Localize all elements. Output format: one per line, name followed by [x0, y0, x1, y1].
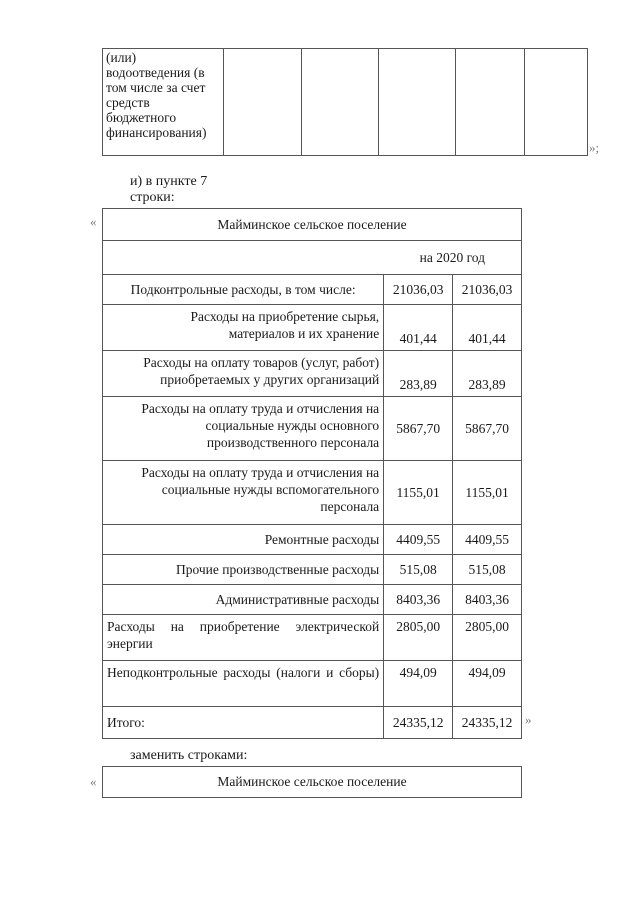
row-value-2: 283,89 [453, 351, 522, 397]
table-row [103, 397, 522, 461]
text-line: бюджетного [106, 110, 177, 125]
text-line: (или) [106, 50, 137, 65]
item-i-line1: и) в пункте 7 [130, 174, 208, 189]
table-row [103, 351, 522, 397]
top-table-text-cell [103, 49, 224, 156]
table-row [103, 461, 522, 525]
total-value-2: 24335,12 [453, 707, 522, 739]
row-label: Прочие производственные расходы [103, 555, 384, 585]
text-line: водоотведения (в [106, 65, 205, 80]
top-table-text [103, 49, 223, 141]
year-label: на 2020 год [384, 241, 522, 275]
row-label: Ремонтные расходы [103, 525, 384, 555]
replacement-table [102, 766, 522, 798]
text-line: том числе за счет [106, 80, 206, 95]
empty-cell [456, 49, 525, 156]
table-row [103, 661, 522, 707]
empty-cell [525, 49, 588, 156]
table-row [103, 275, 522, 305]
table-row [103, 585, 522, 615]
row-label: Расходы на оплату труда и отчисления на социальные нужды основного производственного персонала [103, 397, 384, 461]
empty-cell [103, 241, 384, 275]
row-value-1: 21036,03 [384, 275, 453, 305]
row-value-2: 401,44 [453, 305, 522, 351]
settlement-name: Майминское сельское поселение [103, 209, 522, 241]
header-row-year [103, 241, 522, 275]
row-label: Административные расходы [103, 585, 384, 615]
row-label: Расходы на оплату труда и отчисления на социальные нужды вспомогательного персонала [103, 461, 384, 525]
row-value-1: 515,08 [384, 555, 453, 585]
total-value-1: 24335,12 [384, 707, 453, 739]
row-value-2: 4409,55 [453, 525, 522, 555]
row-label: Расходы на оплату товаров (услуг, работ) приобретаемых у других организаций [103, 351, 384, 397]
row-label: Расходы на приобретение сырья, материалов и их хранение [103, 305, 384, 351]
table-row-total [103, 707, 522, 739]
replace-instruction: заменить строками: [130, 748, 248, 763]
empty-cell [379, 49, 456, 156]
header-row-settlement [103, 209, 522, 241]
empty-cell [224, 49, 302, 156]
row-value-1: 1155,01 [384, 461, 453, 525]
table-row [103, 615, 522, 661]
row-value-1: 2805,00 [384, 615, 453, 661]
row-value-2: 494,09 [453, 661, 522, 707]
row-value-2: 21036,03 [453, 275, 522, 305]
empty-cell [302, 49, 379, 156]
row-value-1: 401,44 [384, 305, 453, 351]
row-value-2: 5867,70 [453, 397, 522, 461]
row-value-2: 515,08 [453, 555, 522, 585]
row-value-1: 494,09 [384, 661, 453, 707]
opening-quote-mark: « [90, 214, 97, 229]
table-row [103, 305, 522, 351]
table-row [103, 555, 522, 585]
row-value-2: 8403,36 [453, 585, 522, 615]
text-line: финансирования) [106, 125, 207, 140]
item-i-line2: строки: [130, 190, 175, 205]
total-label: Итого: [103, 707, 384, 739]
closing-quote-mark: »; [589, 140, 600, 155]
row-value-2: 1155,01 [453, 461, 522, 525]
table-row [103, 525, 522, 555]
row-label: Неподконтрольные расходы (налоги и сборы) [103, 661, 384, 707]
row-value-1: 5867,70 [384, 397, 453, 461]
row-label: Расходы на приобретение электрической энергии [103, 615, 384, 661]
settlement-name: Майминское сельское поселение [103, 767, 522, 798]
text-line: средств [106, 95, 150, 110]
row-value-1: 4409,55 [384, 525, 453, 555]
expenses-table [102, 208, 522, 739]
opening-quote-mark: « [90, 774, 97, 789]
row-value-1: 283,89 [384, 351, 453, 397]
closing-quote-mark: » [525, 712, 532, 727]
row-value-1: 8403,36 [384, 585, 453, 615]
top-partial-table [102, 48, 588, 156]
row-label: Подконтрольные расходы, в том числе: [103, 275, 384, 305]
row-value-2: 2805,00 [453, 615, 522, 661]
